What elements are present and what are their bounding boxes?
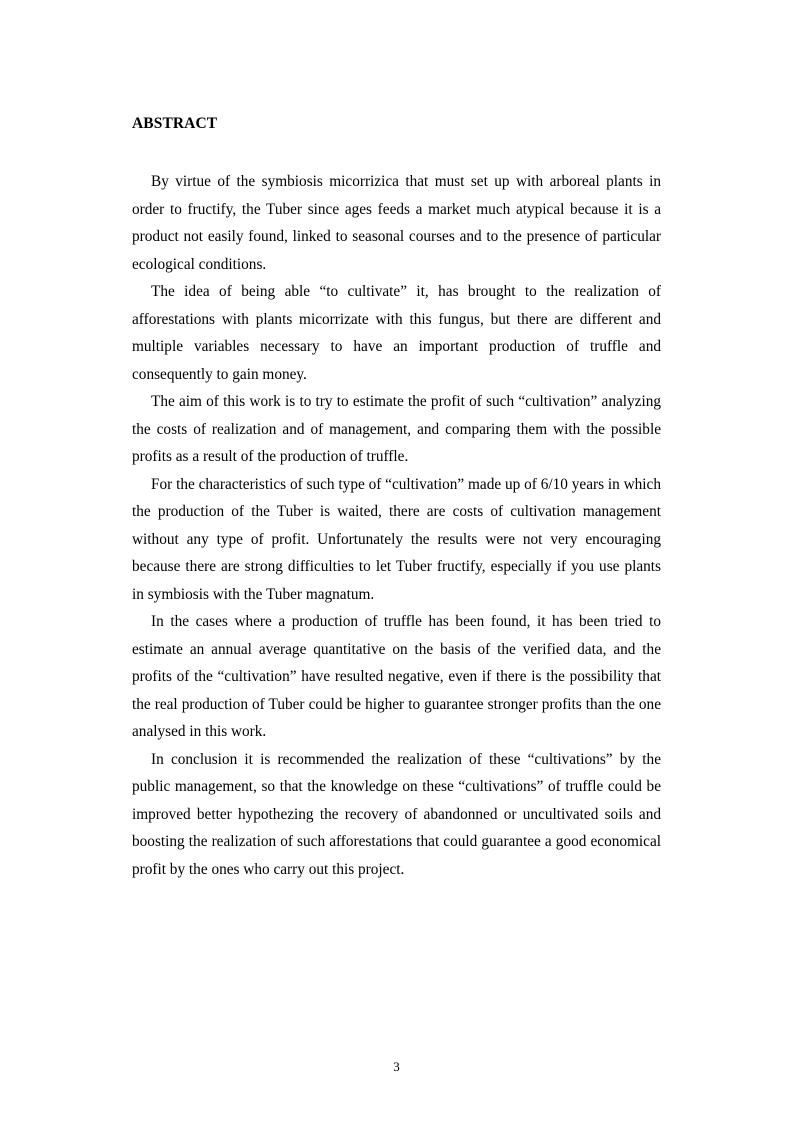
abstract-heading: ABSTRACT [132, 115, 218, 132]
abstract-paragraph-2: The idea of being able “to cultivate” it, has brought to the realization of afforestations with plants micorrizate with this fungus, but there are different and multiple variables necessary to have an important production of truffle and consequently to gain money. [132, 283, 661, 383]
page-number: 3 [393, 1059, 400, 1074]
abstract-paragraph-1: By virtue of the symbiosis micorrizica that must set up with arboreal plants in order to fructify, the Tuber since ages feeds a market much atypical because it is a product not easily found, linked to seasonal courses and to the presence of particular ecological conditions. [132, 173, 661, 273]
abstract-paragraph-5: In the cases where a production of truffle has been found, it has been tried to estimate an annual average quantitative on the basis of the verified data, and the profits of the “cultivation” have resulted negative, even if there is the possibility that the real production of Tuber could be higher to guarantee stronger profits than the one analysed in this work. [132, 613, 661, 740]
abstract-paragraph-3: The aim of this work is to try to estimate the profit of such “cultivation” analyzing the costs of realization and of management, and comparing them with the possible profits as a result of the production of truffle. [132, 393, 661, 465]
abstract-body [132, 168, 661, 883]
abstract-paragraph-4: For the characteristics of such type of “cultivation” made up of 6/10 years in which the production of the Tuber is waited, there are costs of cultivation management without any type of profit. Unfortunately the results were not very encouraging because there are strong difficulties to let Tuber fructify, especially if you use plants in symbiosis with the Tuber magnatum. [132, 475, 661, 603]
abstract-paragraph-6: In conclusion it is recommended the realization of these “cultivations” by the public management, so that the knowledge on these “cultivations” of truffle could be improved better hypothezing the recovery of abandonned or uncultivated soils and boosting the realization of such afforestations that could guarantee a good economical profit by the ones who carry out this project. [132, 750, 661, 878]
